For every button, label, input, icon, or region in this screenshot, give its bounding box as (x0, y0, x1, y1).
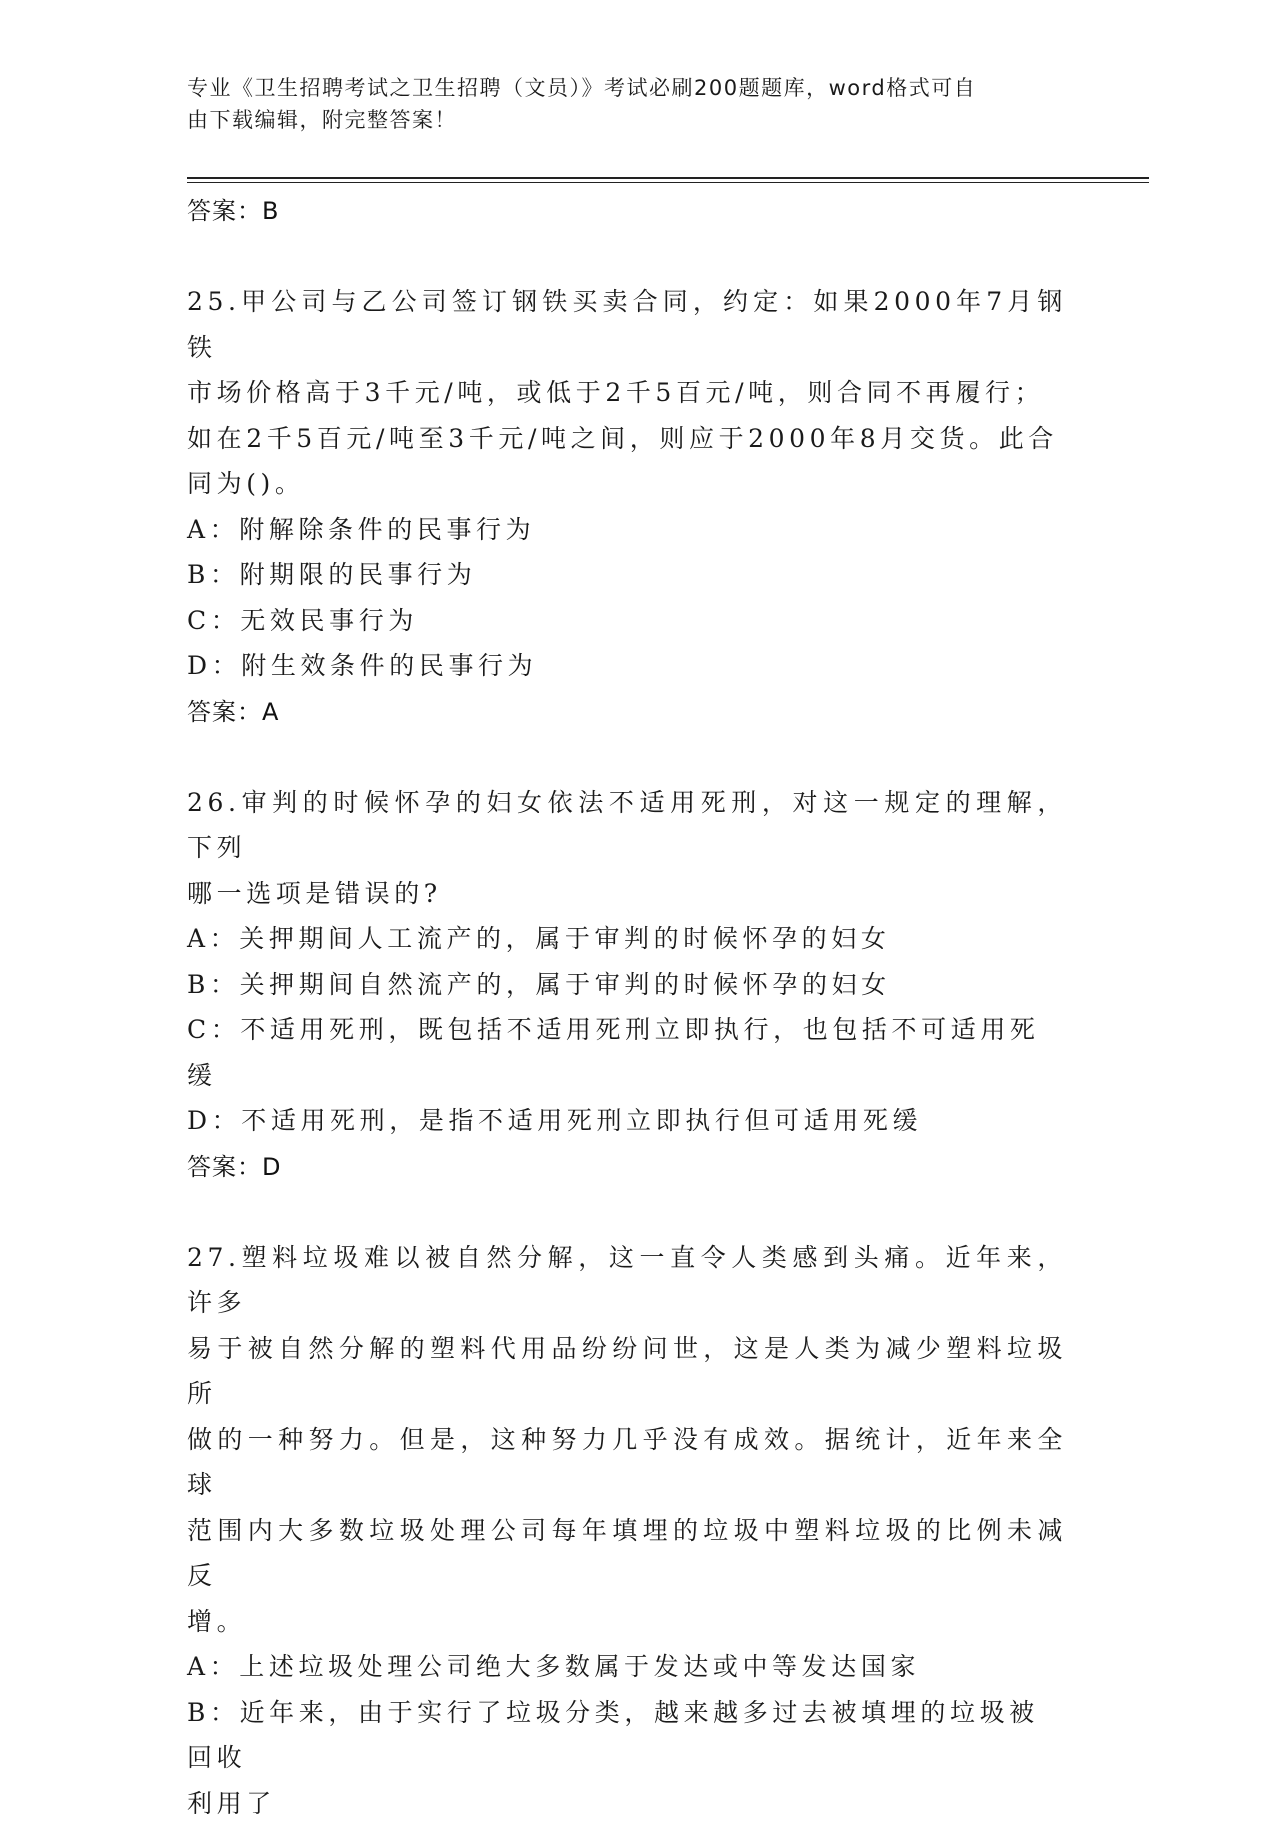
question-stem-line: 27.塑料垃圾难以被自然分解，这一直令人类感到头痛。近年来，许多 (187, 1235, 1067, 1326)
question-number: 26. (187, 788, 241, 817)
option-b: B：近年来，由于实行了垃圾分类，越来越多过去被填埋的垃圾被回收 (187, 1690, 1067, 1781)
header-line-2: 由下载编辑，附完整答案！ (187, 104, 1067, 136)
page-header (187, 72, 1067, 136)
answer-26: 答案：D (187, 1144, 1067, 1190)
question-stem-line: 25.甲公司与乙公司签订钢铁买卖合同，约定：如果2000年7月钢铁 (187, 279, 1067, 370)
header-line-1: 专业《卫生招聘考试之卫生招聘（文员）》考试必刷200题题库，word格式可自 (187, 72, 1067, 104)
option-c: C：无效民事行为 (187, 598, 1067, 644)
question-stem-line: 同为()。 (187, 461, 1067, 507)
option-a: A：关押期间人工流产的，属于审判的时候怀孕的妇女 (187, 916, 1067, 962)
question-26 (187, 780, 1067, 1190)
option-b-continued: 利用了 (187, 1781, 1067, 1826)
question-25 (187, 279, 1067, 735)
option-c: C：不适用死刑，既包括不适用死刑立即执行，也包括不可适用死缓 (187, 1007, 1067, 1098)
question-stem-line: 范围内大多数垃圾处理公司每年填埋的垃圾中塑料垃圾的比例未减反 (187, 1508, 1067, 1599)
header-rule-thick (187, 177, 1149, 179)
question-stem-line: 26.审判的时候怀孕的妇女依法不适用死刑，对这一规定的理解，下列 (187, 780, 1067, 871)
question-stem-line: 做的一种努力。但是，这种努力几乎没有成效。据统计，近年来全球 (187, 1417, 1067, 1508)
question-stem-line: 哪一选项是错误的? (187, 871, 1067, 917)
document-body (187, 188, 1067, 1826)
question-stem-line: 市场价格高于3千元/吨，或低于2千5百元/吨，则合同不再履行； (187, 370, 1067, 416)
option-d: D：附生效条件的民事行为 (187, 643, 1067, 689)
option-a: A：附解除条件的民事行为 (187, 507, 1067, 553)
answer-prev: 答案：B (187, 188, 1067, 234)
option-b: B：附期限的民事行为 (187, 552, 1067, 598)
option-b: B：关押期间自然流产的，属于审判的时候怀孕的妇女 (187, 962, 1067, 1008)
option-d: D：不适用死刑，是指不适用死刑立即执行但可适用死缓 (187, 1098, 1067, 1144)
question-number: 27. (187, 1243, 241, 1272)
question-stem-line: 增。 (187, 1599, 1067, 1645)
question-stem-line: 如在2千5百元/吨至3千元/吨之间，则应于2000年8月交货。此合 (187, 416, 1067, 462)
question-number: 25. (187, 287, 241, 316)
answer-25: 答案：A (187, 689, 1067, 735)
question-27 (187, 1235, 1067, 1826)
question-stem-line: 易于被自然分解的塑料代用品纷纷问世，这是人类为减少塑料垃圾所 (187, 1326, 1067, 1417)
option-a: A：上述垃圾处理公司绝大多数属于发达或中等发达国家 (187, 1644, 1067, 1690)
header-rule-thin (187, 182, 1149, 183)
